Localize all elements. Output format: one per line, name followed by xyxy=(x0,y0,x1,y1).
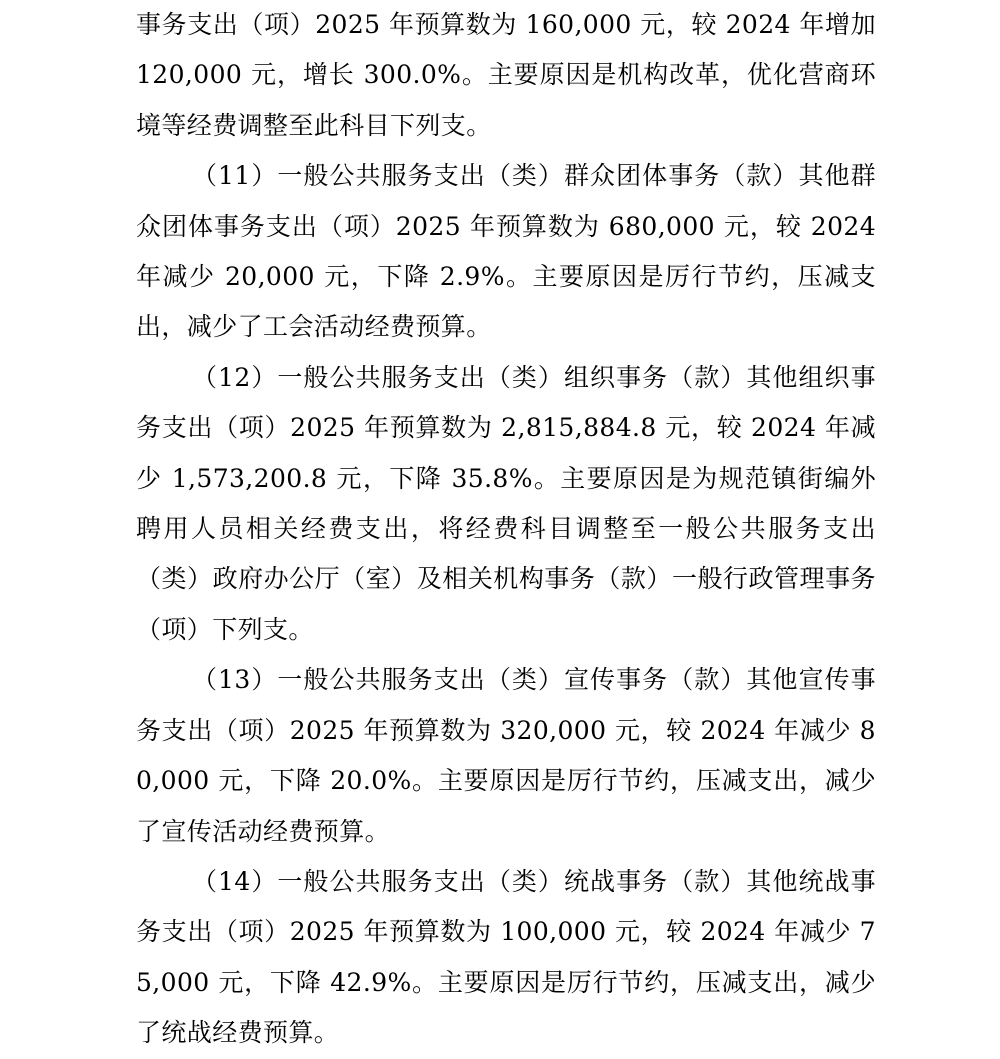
paragraph-item-13: （13）一般公共服务支出（类）宣传事务（款）其他宣传事务支出（项）2025 年预算数为 320,000 元，较 2024 年减少 80,000 元，下降 20.0%。主要原因是厉行节约，压减支出，减少了宣传活动经费预算。 xyxy=(136,665,876,846)
document-page xyxy=(136,0,876,1059)
paragraph-continued: 事务支出（项）2025 年预算数为 160,000 元，较 2024 年增加 120,000 元，增长 300.0%。主要原因是机构改革，优化营商环境等经费调整至此科目下列支。 xyxy=(136,10,876,140)
paragraph-item-11: （11）一般公共服务支出（类）群众团体事务（款）其他群众团体事务支出（项）2025 年预算数为 680,000 元，较 2024 年减少 20,000 元，下降 2.9%。主要原因是厉行节约，压减支出，减少了工会活动经费预算。 xyxy=(136,161,876,342)
paragraph-item-12: （12）一般公共服务支出（类）组织事务（款）其他组织事务支出（项）2025 年预算数为 2,815,884.8 元，较 2024 年减少 1,573,200.8 元，下降 35.8%。主要原因是为规范镇街编外聘用人员相关经费支出，将经费科目调整至一般公共服务支出（类）政府办公厅（室）及相关机构事务（款）一般行政管理事务（项）下列支。 xyxy=(136,362,876,644)
paragraph-item-14: （14）一般公共服务支出（类）统战事务（款）其他统战事务支出（项）2025 年预算数为 100,000 元，较 2024 年减少 75,000 元，下降 42.9%。主要原因是厉行节约，压减支出，减少了统战经费预算。 xyxy=(136,866,876,1048)
